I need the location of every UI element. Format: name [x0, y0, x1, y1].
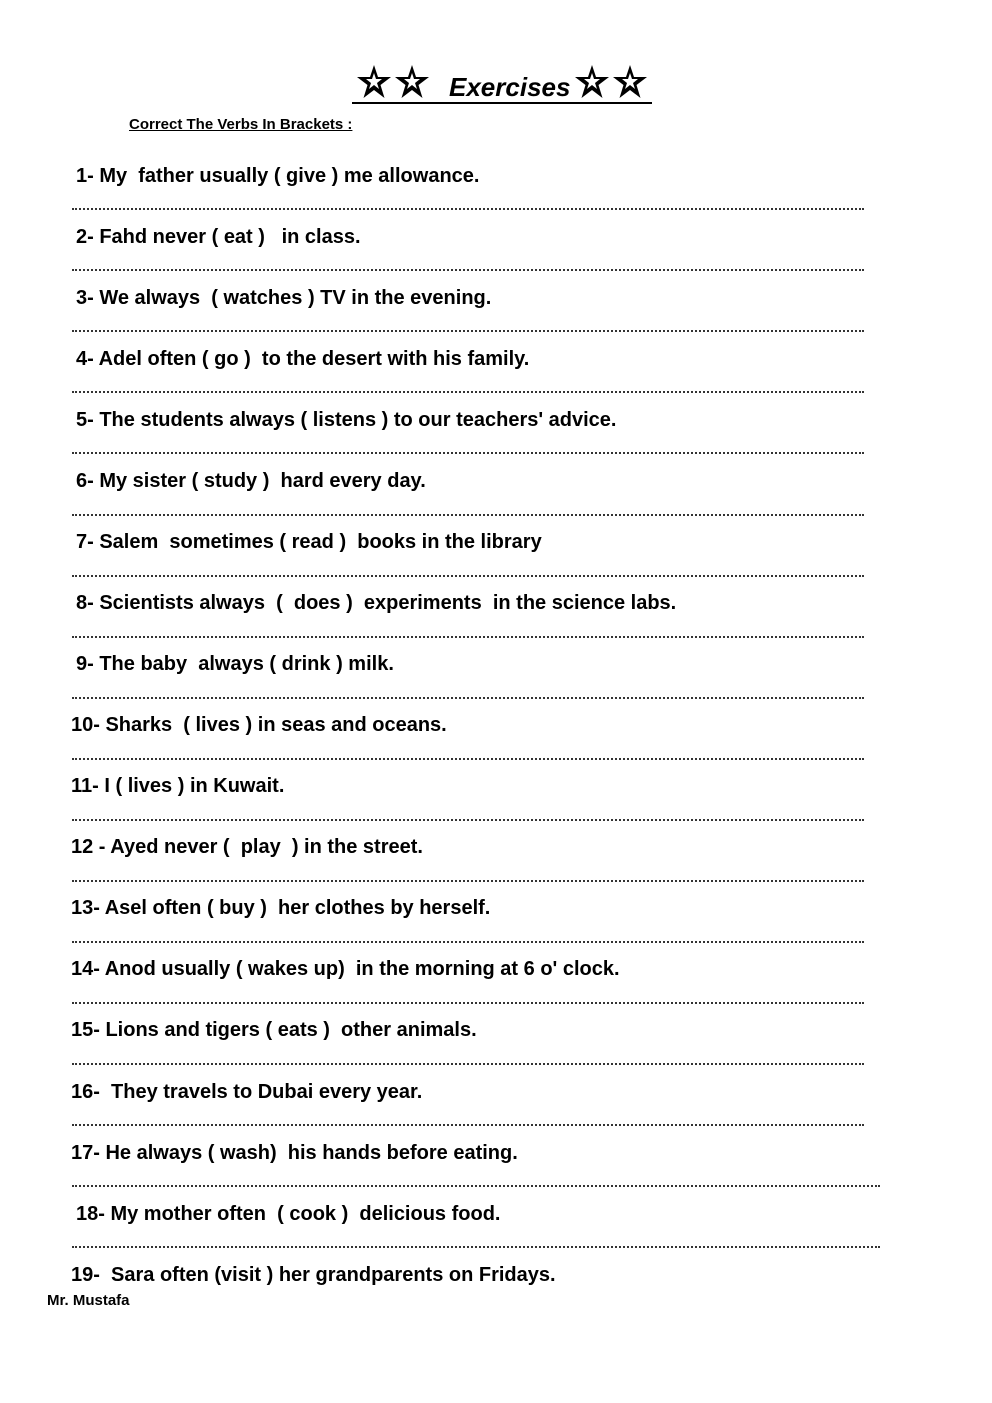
- question-9: 9- The baby always ( drink ) milk.: [76, 653, 394, 675]
- question-6: 6- My sister ( study ) hard every day.: [76, 470, 426, 492]
- question-19: 19- Sara often (visit ) her grandparents on Fridays.: [71, 1264, 556, 1286]
- title-text: Exercises: [449, 72, 571, 102]
- answer-line-7[interactable]: [72, 575, 864, 577]
- question-17: 17- He always ( wash) his hands before eating.: [71, 1142, 518, 1164]
- question-2: 2- Fahd never ( eat ) in class.: [76, 226, 361, 248]
- answer-line-2[interactable]: [72, 269, 864, 271]
- question-3: 3- We always ( watches ) TV in the evening.: [76, 287, 492, 309]
- answer-line-18[interactable]: [72, 1246, 880, 1248]
- star-icon: [612, 64, 648, 100]
- answer-line-1[interactable]: [72, 208, 864, 210]
- question-10: 10- Sharks ( lives ) in seas and oceans.: [71, 714, 447, 736]
- question-12: 12 - Ayed never ( play ) in the street.: [71, 836, 423, 858]
- question-7: 7- Salem sometimes ( read ) books in the library: [76, 531, 542, 553]
- answer-line-17[interactable]: [72, 1185, 880, 1187]
- star-icon: [574, 64, 610, 100]
- answer-line-8[interactable]: [72, 636, 864, 638]
- answer-line-4[interactable]: [72, 391, 864, 393]
- question-18: 18- My mother often ( cook ) delicious food.: [76, 1203, 501, 1225]
- question-15: 15- Lions and tigers ( eats ) other animals.: [71, 1019, 477, 1041]
- answer-line-5[interactable]: [72, 452, 864, 454]
- question-16: 16- They travels to Dubai every year.: [71, 1081, 423, 1103]
- question-13: 13- Asel often ( buy ) her clothes by herself.: [71, 897, 491, 919]
- star-icon: [394, 64, 430, 100]
- answer-line-3[interactable]: [72, 330, 864, 332]
- question-5: 5- The students always ( listens ) to our teachers' advice.: [76, 409, 617, 431]
- question-4: 4- Adel often ( go ) to the desert with his family.: [76, 348, 530, 370]
- answer-line-6[interactable]: [72, 514, 864, 516]
- answer-line-15[interactable]: [72, 1063, 864, 1065]
- question-1: 1- My father usually ( give ) me allowance.: [76, 165, 480, 187]
- answer-line-16[interactable]: [72, 1124, 864, 1126]
- answer-line-11[interactable]: [72, 819, 864, 821]
- question-8: 8- Scientists always ( does ) experiments in the science labs.: [76, 592, 677, 614]
- question-14: 14- Anod usually ( wakes up) in the morning at 6 o' clock.: [71, 958, 620, 980]
- answer-line-9[interactable]: [72, 697, 864, 699]
- author-signature: Mr. Mustafa: [47, 1292, 130, 1309]
- star-icon: [356, 64, 392, 100]
- answer-line-13[interactable]: [72, 941, 864, 943]
- question-11: 11- I ( lives ) in Kuwait.: [71, 775, 285, 797]
- answer-line-10[interactable]: [72, 758, 864, 760]
- instructions: Correct The Verbs In Brackets :: [129, 116, 353, 133]
- page-title: [352, 60, 652, 104]
- answer-line-14[interactable]: [72, 1002, 864, 1004]
- answer-line-12[interactable]: [72, 880, 864, 882]
